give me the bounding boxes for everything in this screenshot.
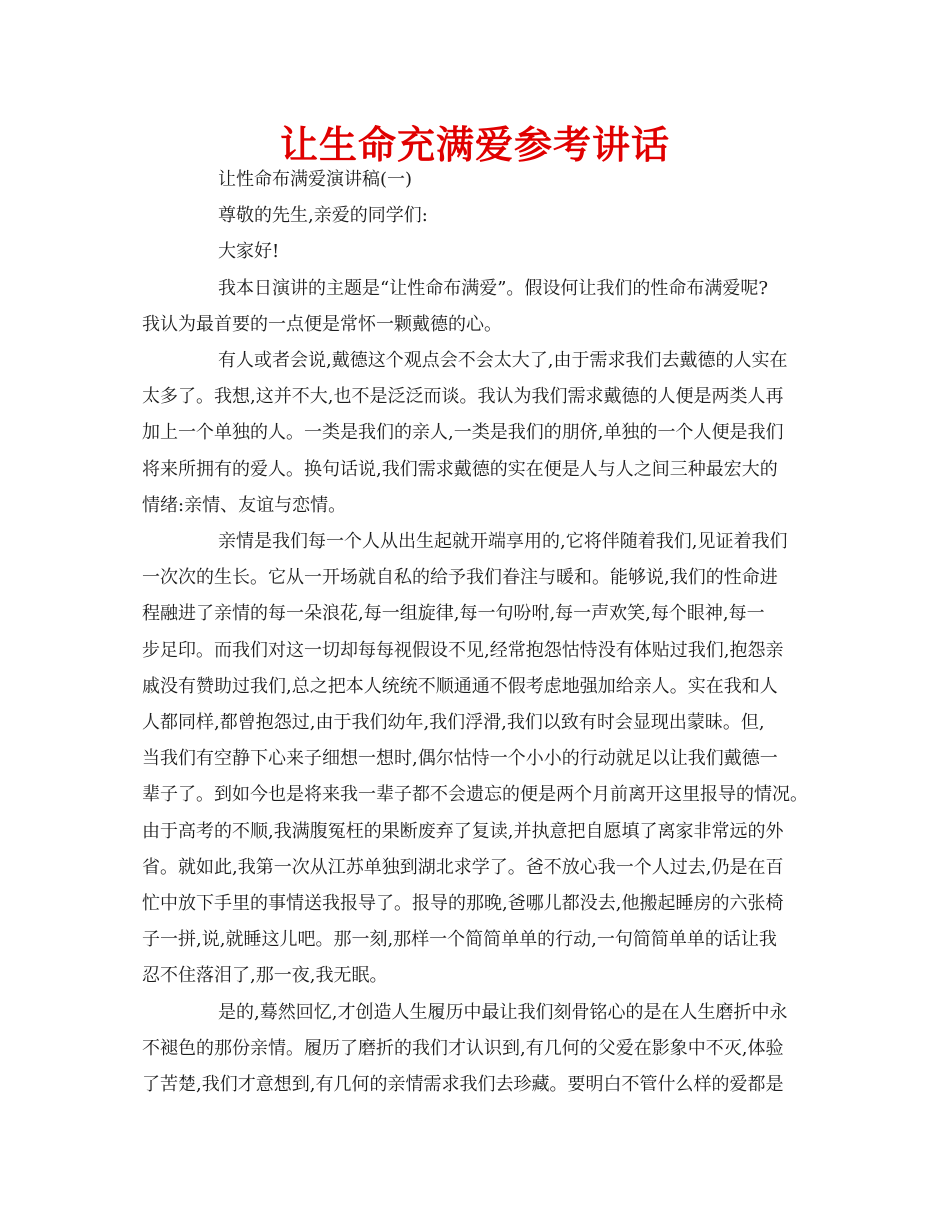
- text-line: 亲情是我们每一个人从出生起就开端享用的,它将伴随着我们,见证着我们: [218, 531, 788, 553]
- text-line: 是的,蓦然回忆,才创造人生履历中最让我们刻骨铭心的是在人生磨折中永: [218, 1001, 788, 1023]
- text-line: 忍不住落泪了,那一夜,我无眠。: [142, 965, 388, 987]
- text-line: 我本日演讲的主题是“让性命布满爱”。假设何让我们的性命布满爱呢?: [218, 277, 769, 299]
- text-line: 戚没有赞助过我们,总之把本人统统不顺通通不假考虑地强加给亲人。实在我和人: [142, 675, 778, 697]
- text-line: 人都同样,都曾抱怨过,由于我们幼年,我们浮滑,我们以致有时会显现出蒙昧。但,: [142, 712, 765, 734]
- text-line: 子一拼,说,就睡这儿吧。那一刻,那样一个简简单单的行动,一句简简单单的话让我: [142, 929, 777, 951]
- text-line: 程融进了亲情的每一朵浪花,每一组旋律,每一句吩咐,每一声欢笑,每个眼神,每一: [142, 603, 765, 625]
- text-line: 步足印。而我们对这一切却每每视假设不见,经常抱怨怙恃没有体贴过我们,抱怨亲: [142, 639, 784, 661]
- document-body: [142, 162, 822, 1103]
- text-line: 有人或者会说,戴德这个观点会不会太大了,由于需求我们去戴德的人实在: [218, 350, 788, 372]
- text-line: 太多了。我想,这并不大,也不是泛泛而谈。我认为我们需求戴德的人便是两类人再: [142, 386, 784, 408]
- text-line: 情绪:亲情、友谊与恋情。: [142, 494, 347, 516]
- text-line: 加上一个单独的人。一类是我们的亲人,一类是我们的朋侪,单独的一个人便是我们: [142, 422, 784, 444]
- greeting-line: 大家好!: [218, 241, 280, 263]
- text-line: 辈子了。到如今也是将来我一辈子都不会遗忘的便是两个月前离开这里报导的情况。: [142, 784, 808, 806]
- text-line: 一次次的生长。它从一开场就自私的给予我们眷注与暖和。能够说,我们的性命进: [142, 567, 778, 589]
- text-line: 当我们有空静下心来子细想一想时,偶尔怙恃一个小小的行动就足以让我们戴德一: [142, 748, 778, 770]
- text-line: 我认为最首要的一点便是常怀一颗戴德的心。: [142, 313, 502, 335]
- text-line: 不褪色的那份亲情。履历了磨折的我们才认识到,有几何的父爱在影象中不灭,体验: [142, 1037, 784, 1059]
- text-line: 忙中放下手里的事情送我报导了。报导的那晚,爸哪儿都没去,他搬起睡房的六张椅: [142, 893, 784, 915]
- salutation-line: 尊敬的先生,亲爱的同学们:: [218, 205, 428, 227]
- text-line: 省。就如此,我第一次从江苏单独到湖北求学了。爸不放心我一个人过去,仍是在百: [142, 856, 784, 878]
- text-line: 由于高考的不顺,我满腹冤枉的果断废弃了复读,并执意把自愿填了离家非常远的外: [142, 820, 784, 842]
- text-line: 将来所拥有的爱人。换句话说,我们需求戴德的实在便是人与人之间三种最宏大的: [142, 458, 778, 480]
- text-line: 了苦楚,我们才意想到,有几何的亲情需求我们去珍藏。要明白不管什么样的爱都是: [142, 1074, 784, 1096]
- subtitle-line: 让性命布满爱演讲稿(一): [218, 169, 413, 190]
- document-title: 让生命充满爱参考讲话: [279, 123, 670, 167]
